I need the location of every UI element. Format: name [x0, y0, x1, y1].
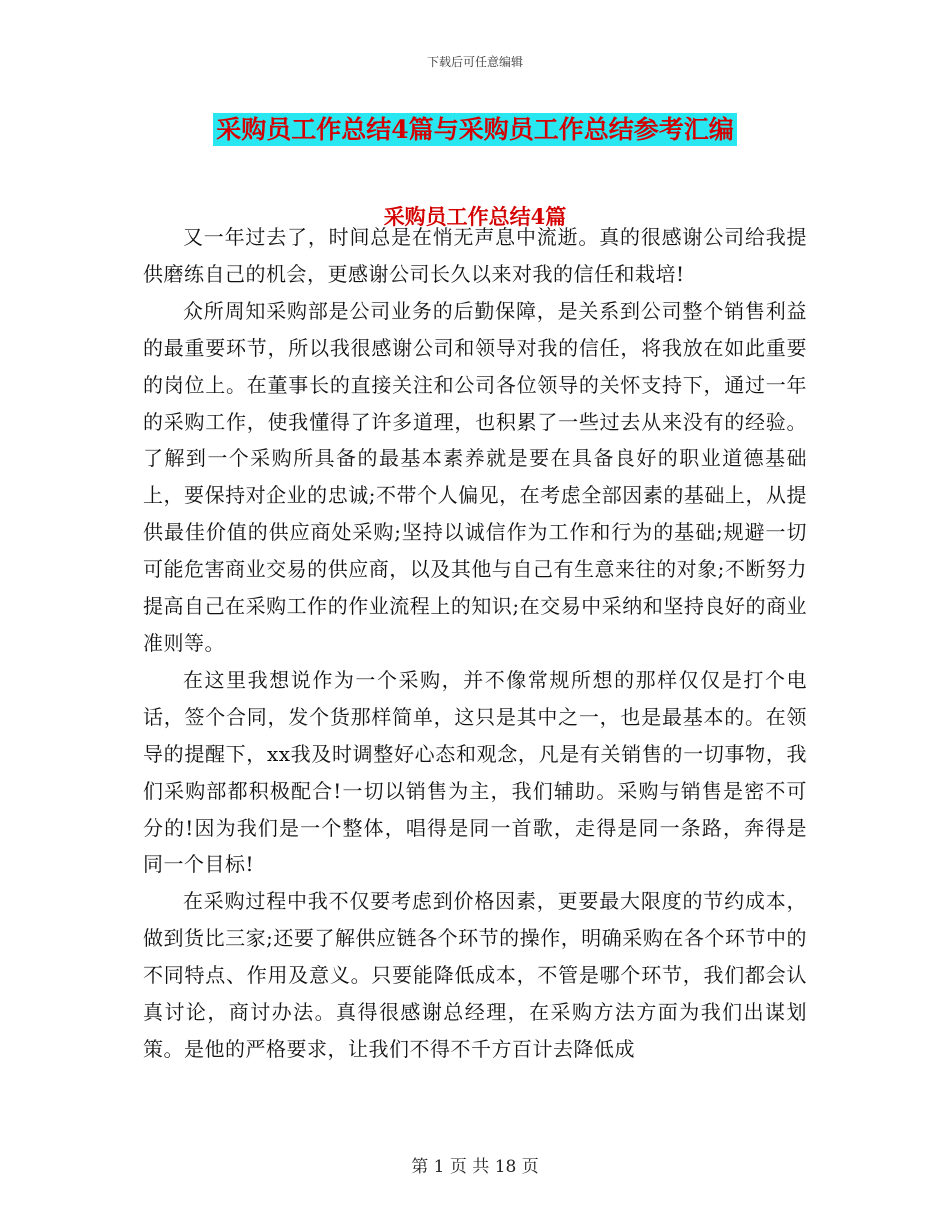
- page-header-note: 下载后可任意编辑: [426, 55, 523, 69]
- paragraph-4: 在采购过程中我不仅要考虑到价格因素，更要最大限度的节约成本，做到货比三家;还要了解供应链各个环节的操作，明确采购在各个环节中的不同特点、作用及意义。只要能降低成本，不管是哪个环节，我们都会认真讨论，商讨办法。真得很感谢总经理，在采购方法方面为我们出谋划策。是他的严格要求，让我们不得不千方百计去降低成: [143, 889, 807, 1061]
- paragraph-3: 在这里我想说作为一个采购，并不像常规所想的那样仅仅是打个电话，签个合同，发个货那样简单，这只是其中之一，也是最基本的。在领导的提醒下，xx我及时调整好心态和观念，凡是有关销售的一切事物，我们采购部都积极配合!一切以销售为主，我们辅助。采购与销售是密不可分的!因为我们是一个整体，唱得是同一首歌，走得是同一条路，奔得是同一个目标!: [143, 667, 807, 877]
- paragraph-2: 众所周知采购部是公司业务的后勤保障，是关系到公司整个销售利益的最重要环节，所以我很感谢公司和领导对我的信任，将我放在如此重要的岗位上。在董事长的直接关注和公司各位领导的关怀支持下，通过一年的采购工作，使我懂得了许多道理，也积累了一些过去从来没有的经验。了解到一个采购所具备的最基本素养就是要在具备良好的职业道德基础上，要保持对企业的忠诚;不带个人偏见，在考虑全部因素的基础上，从提供最佳价值的供应商处采购;坚持以诚信作为工作和行为的基础;规避一切可能危害商业交易的供应商，以及其他与自己有生意来往的对象;不断努力提高自己在采购工作的作业流程上的知识;在交易中采纳和坚持良好的商业准则等。: [143, 298, 807, 655]
- section-title: 采购员工作总结4篇: [383, 204, 567, 229]
- page-number: 第 1 页 共 18 页: [411, 1157, 539, 1177]
- document-title-text: 采购员工作总结4篇与采购员工作总结参考汇编: [213, 113, 736, 146]
- paragraph-1: 又一年过去了，时间总是在悄无声息中流逝。真的很感谢公司给我提供磨练自己的机会，更感谢公司长久以来对我的信任和栽培!: [143, 225, 807, 286]
- document-title: [0, 112, 950, 148]
- document-body: [143, 219, 807, 1068]
